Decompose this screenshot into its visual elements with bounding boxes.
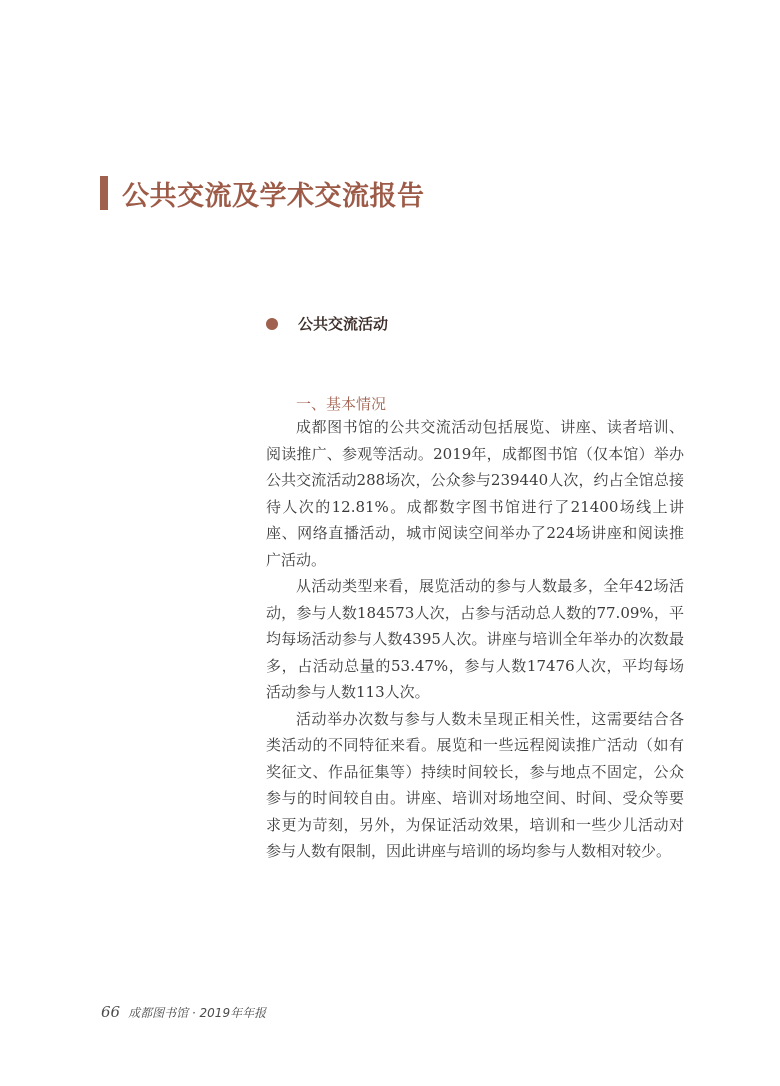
page-footer	[101, 1003, 266, 1021]
section-title: 公共交流活动	[298, 315, 389, 333]
body-text	[266, 414, 684, 865]
section-heading	[266, 313, 388, 334]
chapter-title: 公共交流及学术交流报告	[122, 180, 425, 212]
publication-title: 成都图书馆 · 2019年年报	[128, 1006, 267, 1020]
bullet-dot-icon	[266, 318, 278, 330]
paragraph-activity-types: 从活动类型来看，展览活动的参与人数最多，全年42场活动，参与人数184573人次，占参与活动总人数的77.09%，平均每场活动参与人数4395人次。讲座与培训全年举办的次数最多，占活动总量的53.47%，参与人数17476人次，平均每场活动参与人数113人次。	[266, 577, 684, 701]
paragraph-analysis: 活动举办次数与参与人数未呈现正相关性，这需要结合各类活动的不同特征来看。展览和一些远程阅读推广活动（如有奖征文、作品征集等）持续时间较长，参与地点不固定，公众参与的时间较自由。讲座、培训对场地空间、时间、受众等要求更为苛刻，另外，为保证活动效果，培训和一些少儿活动对参与人数有限制，因此讲座与培训的场均参与人数相对较少。	[266, 709, 684, 860]
subsection-heading: 一、基本情况	[296, 395, 387, 413]
paragraph-overview: 成都图书馆的公共交流活动包括展览、讲座、读者培训、阅读推广、参观等活动。2019年，成都图书馆（仅本馆）举办公共交流活动288场次，公众参与239440人次，约占全馆总接待人次的12.81%。成都数字图书馆进行了21400场线上讲座、网络直播活动，城市阅读空间举办了224场讲座和阅读推广活动。	[266, 418, 684, 569]
chapter-heading	[100, 173, 425, 213]
page-number: 66	[101, 1003, 121, 1021]
chapter-accent-bar	[100, 176, 108, 210]
